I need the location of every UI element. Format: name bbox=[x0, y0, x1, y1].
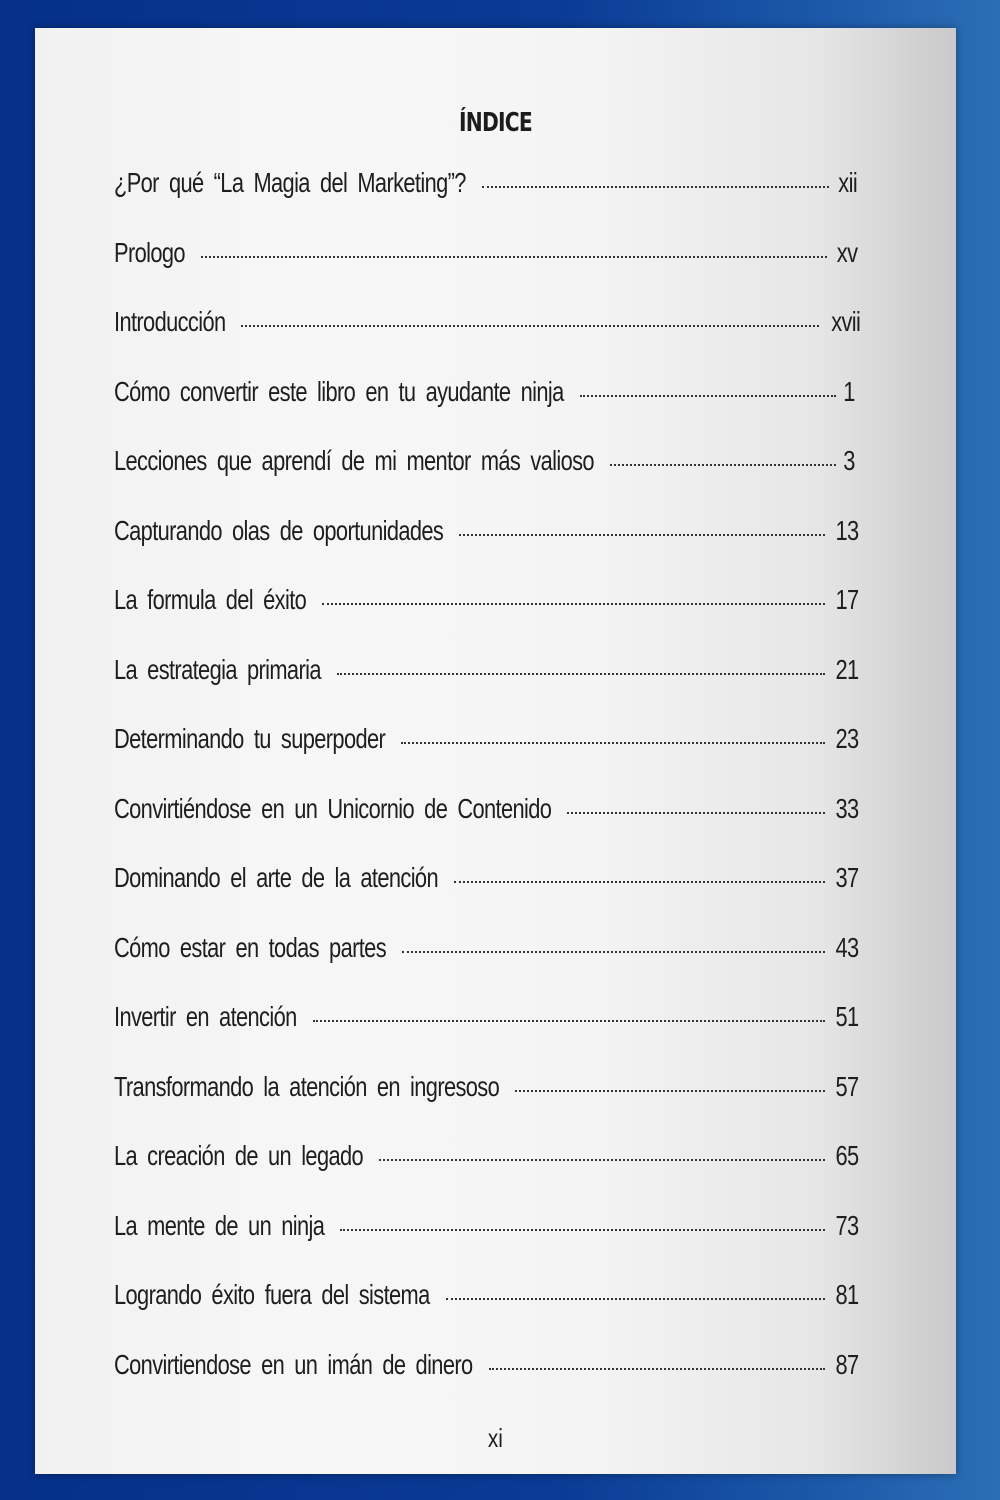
toc-entry-page: xii bbox=[838, 167, 858, 198]
leader-dots bbox=[482, 186, 829, 188]
toc-entry-title: Cómo convertir este libro en tu ayudante ninja bbox=[114, 375, 564, 407]
toc-entry bbox=[114, 167, 858, 237]
toc-entry-page: 21 bbox=[835, 653, 859, 685]
leader-dots bbox=[402, 951, 825, 953]
leader-dots bbox=[580, 395, 837, 397]
toc-entry bbox=[114, 723, 859, 793]
toc-entry-page: 43 bbox=[835, 931, 859, 963]
toc-entry-title: Determinando tu superpoder bbox=[114, 723, 386, 754]
toc-entry-page: xvii bbox=[831, 306, 861, 337]
toc-entry-title: La mente de un ninja bbox=[114, 1209, 325, 1241]
toc-entry bbox=[114, 445, 856, 515]
toc-entry-page: 87 bbox=[835, 1348, 859, 1380]
toc-entry-title: Invertir en atención bbox=[114, 1001, 297, 1032]
toc-entry-title: Prologo bbox=[114, 236, 185, 268]
toc-entry-title: Lecciones que aprendí de mi mentor más valioso bbox=[114, 445, 594, 476]
toc-entry-page: 73 bbox=[835, 1209, 859, 1241]
toc-entry-page: 65 bbox=[835, 1140, 859, 1171]
toc-entry-title: Logrando éxito fuera del sistema bbox=[114, 1279, 430, 1310]
toc-entry bbox=[114, 1279, 859, 1349]
toc-entry-page: xv bbox=[837, 236, 858, 268]
toc-entry-title: Transformando la atención en ingresoso bbox=[114, 1070, 500, 1102]
toc-entry bbox=[114, 1140, 859, 1210]
toc-entry-title: Convirtiendose en un imán de dinero bbox=[114, 1348, 473, 1380]
toc-entry bbox=[114, 653, 859, 724]
toc-entry-page: 37 bbox=[835, 862, 859, 893]
toc-entry-title: La formula del éxito bbox=[114, 584, 307, 615]
leader-dots bbox=[241, 325, 818, 327]
leader-dots bbox=[446, 1298, 825, 1300]
toc-entry-title: Convirtiéndose en un Unicornio de Contenido bbox=[114, 792, 552, 824]
page-number-footer bbox=[35, 1423, 956, 1454]
toc-entry bbox=[114, 1348, 859, 1419]
index-heading: ÍNDICE bbox=[459, 108, 532, 138]
toc-entry-title: ¿Por qué “La Magia del Marketing”? bbox=[114, 167, 466, 198]
toc-entry-page: 13 bbox=[835, 514, 859, 546]
leader-dots bbox=[322, 603, 825, 605]
toc-entry bbox=[114, 1001, 859, 1071]
leader-dots bbox=[454, 881, 825, 883]
leader-dots bbox=[515, 1090, 825, 1092]
toc-entry bbox=[114, 862, 859, 932]
leader-dots bbox=[379, 1159, 825, 1161]
leader-dots bbox=[567, 812, 825, 814]
toc-entry-title: La estrategia primaria bbox=[114, 653, 321, 685]
table-of-contents bbox=[114, 167, 861, 1418]
footer-page-number: xi bbox=[487, 1423, 504, 1453]
toc-entry-page: 23 bbox=[835, 723, 859, 754]
toc-entry bbox=[114, 931, 859, 1002]
toc-entry-title: Capturando olas de oportunidades bbox=[114, 514, 444, 546]
toc-entry bbox=[114, 792, 859, 863]
toc-entry bbox=[114, 306, 861, 376]
toc-entry bbox=[114, 514, 859, 585]
toc-entry-page: 33 bbox=[835, 792, 859, 824]
toc-entry-page: 1 bbox=[843, 375, 856, 407]
book-page bbox=[35, 28, 956, 1474]
toc-entry-title: Dominando el arte de la atención bbox=[114, 862, 438, 893]
leader-dots bbox=[201, 256, 828, 258]
leader-dots bbox=[489, 1368, 825, 1370]
leader-dots bbox=[340, 1229, 825, 1231]
leader-dots bbox=[459, 534, 825, 536]
toc-entry-page: 81 bbox=[835, 1279, 859, 1310]
leader-dots bbox=[313, 1020, 825, 1022]
toc-entry-title: La creación de un legado bbox=[114, 1140, 364, 1171]
leader-dots bbox=[401, 742, 825, 744]
toc-entry bbox=[114, 584, 859, 654]
leader-dots bbox=[610, 464, 837, 466]
toc-entry bbox=[114, 375, 856, 446]
toc-entry bbox=[114, 1070, 859, 1141]
toc-entry bbox=[114, 236, 858, 307]
toc-entry bbox=[114, 1209, 859, 1280]
toc-entry-title: Introducción bbox=[114, 306, 226, 337]
toc-entry-title: Cómo estar en todas partes bbox=[114, 931, 387, 963]
leader-dots bbox=[337, 673, 825, 675]
toc-entry-page: 57 bbox=[835, 1070, 859, 1102]
toc-entry-page: 3 bbox=[843, 445, 856, 476]
toc-entry-page: 51 bbox=[835, 1001, 859, 1032]
toc-entry-page: 17 bbox=[835, 584, 859, 615]
